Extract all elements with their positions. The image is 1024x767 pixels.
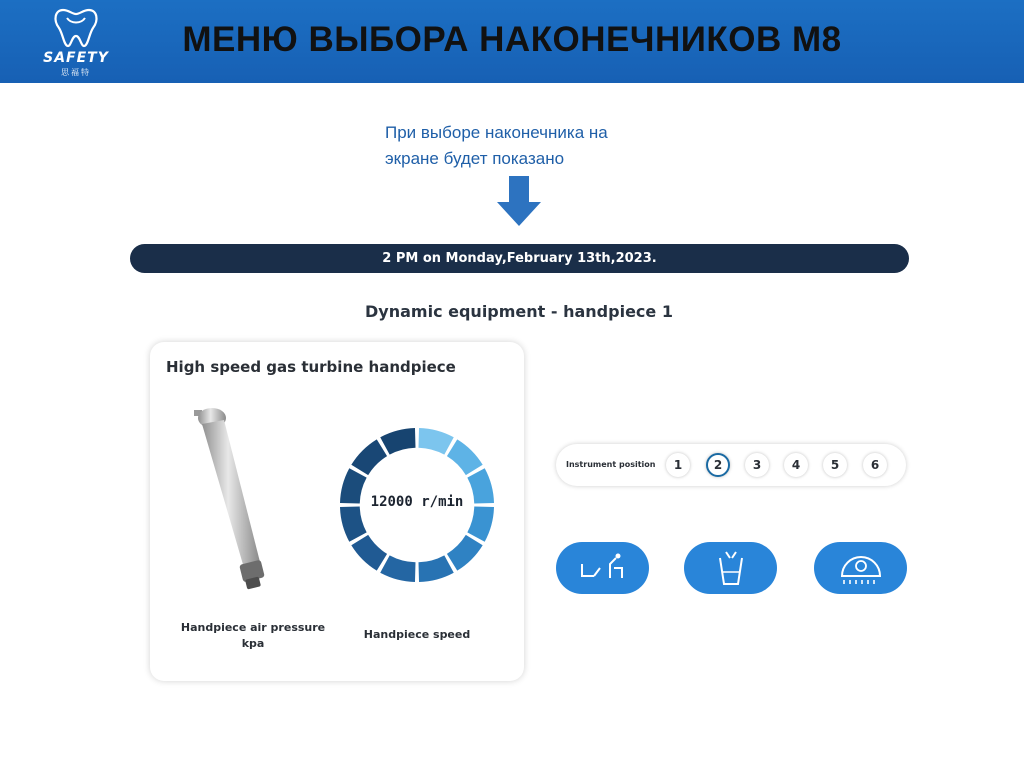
- gauge-segment: [380, 555, 415, 582]
- header-bar: [0, 0, 1024, 83]
- gauge-segment: [467, 506, 494, 541]
- logo-sub-text: 思福特: [61, 68, 91, 77]
- gauge-segment: [340, 506, 367, 541]
- speed-label: Handpiece speed: [363, 628, 471, 641]
- chair-position-icon: [556, 542, 649, 594]
- handpiece-card-title: High speed gas turbine handpiece: [166, 358, 456, 376]
- gauge-segment: [351, 535, 387, 571]
- page-title: МЕНЮ ВЫБОРА НАКОНЕЧНИКОВ М8: [182, 20, 842, 59]
- cup-fill-button[interactable]: [684, 542, 777, 594]
- caption-line-2: экране будет показано: [385, 149, 565, 168]
- handpiece-image: [186, 402, 286, 592]
- datetime-status-bar: 2 PM on Monday,February 13th,2023.: [130, 244, 909, 273]
- position-button-6[interactable]: 6: [863, 453, 887, 477]
- position-button-4[interactable]: 4: [784, 453, 808, 477]
- operating-light-icon: [814, 542, 907, 594]
- gauge-segment: [418, 555, 453, 582]
- gauge-segment: [447, 535, 483, 571]
- caption-text: [385, 120, 705, 172]
- position-button-2[interactable]: 2: [706, 453, 730, 477]
- instrument-position-bar: [556, 444, 906, 486]
- caption-line-1: При выборе наконечника на: [385, 123, 608, 142]
- gauge-segment: [351, 439, 387, 475]
- gauge-segment: [447, 439, 483, 475]
- chair-position-button[interactable]: [556, 542, 649, 594]
- position-button-5[interactable]: 5: [823, 453, 847, 477]
- air-pressure-label: Handpiece air pressure kpa: [180, 621, 326, 650]
- handpiece-card: [150, 342, 524, 681]
- cup-fill-icon: [684, 542, 777, 594]
- logo-brand-text: SAFETY: [43, 50, 109, 66]
- speed-value: 12000 r/min: [370, 494, 464, 510]
- arrow-down-icon: [497, 176, 541, 226]
- position-button-1[interactable]: 1: [666, 453, 690, 477]
- section-title: Dynamic equipment - handpiece 1: [365, 302, 673, 321]
- operating-light-button[interactable]: [814, 542, 907, 594]
- instrument-position-label: Instrument position: [566, 460, 656, 469]
- gauge-segment: [418, 428, 453, 455]
- gauge-segment: [380, 428, 415, 455]
- position-button-3[interactable]: 3: [745, 453, 769, 477]
